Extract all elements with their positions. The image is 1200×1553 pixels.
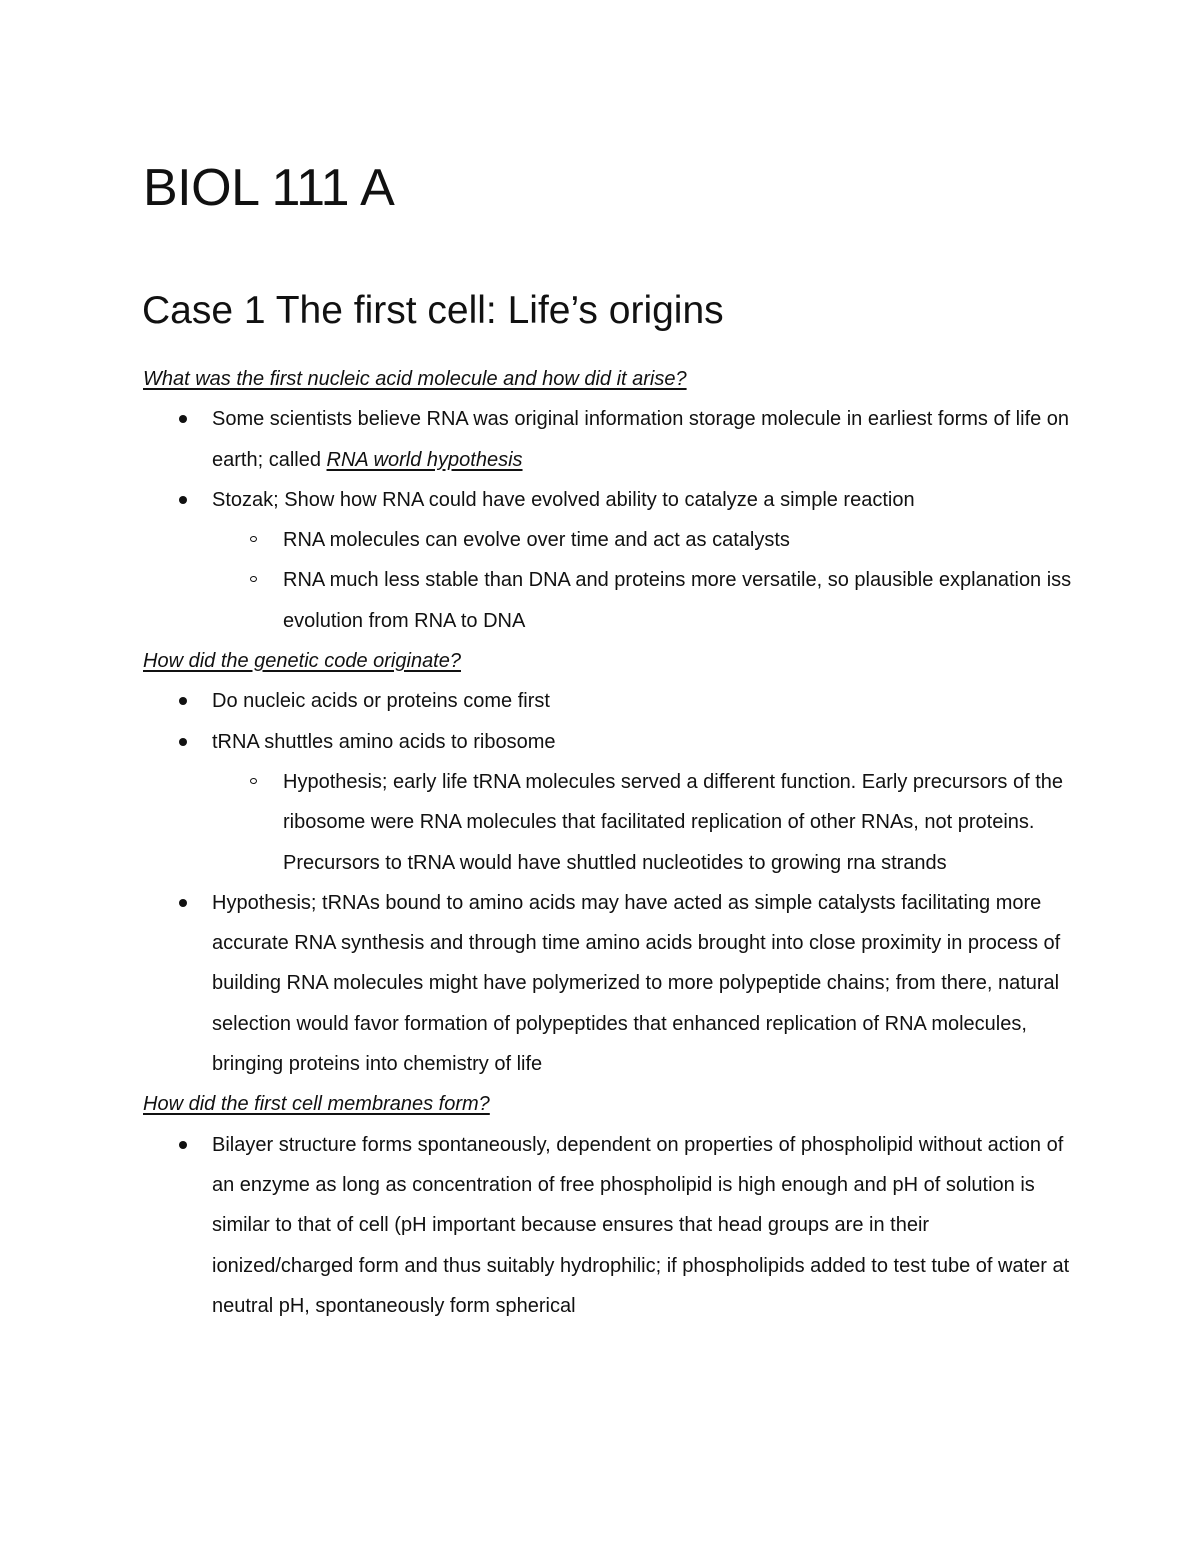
bullet-circle-icon (250, 536, 257, 542)
rna-world-term: RNA world hypothesis (326, 448, 523, 471)
bullet-item (143, 1125, 1073, 1326)
sub-bullet-item (143, 762, 1073, 883)
bullet-item (143, 399, 1073, 480)
bullet-circle-icon (250, 576, 257, 582)
bullet-text: Hypothesis; tRNAs bound to amino acids may have acted as simple catalysts facilitating more accurate RNA synthesis and through time amino acids brought into close proximity in process of building RNA molecules might have polymerized to more polypeptide chains; from there, natural selection would favor formation of polypeptides that enhanced replication of RNA molecules, bringing proteins into chemistry of life (212, 891, 1061, 1076)
bullet-text: Do nucleic acids or proteins come first (212, 690, 550, 713)
sub-bullet-item (143, 560, 1073, 641)
question-rna-origin: What was the first nucleic acid molecule and how did it arise? (143, 368, 687, 390)
bullet-item (143, 681, 1073, 721)
bullet-dot-icon (179, 1141, 187, 1149)
document-body (143, 359, 1073, 1326)
case-heading: Case 1 The first cell: Life’s origins (142, 289, 724, 332)
bullet-text: Bilayer structure forms spontaneously, dependent on properties of phospholipid without action of an enzyme as long as concentration of free phospholipid is high enough and pH of solution is similar to that of cell (pH important because ensures that head groups are in their ionized/charged form and thus suitably hydrophilic; if phospholipids added to test tube of water at neutral pH, spontaneously form spherical (212, 1133, 1070, 1317)
sub-bullet-text: Hypothesis; early life tRNA molecules served a different function. Early precursors of the ribosome were RNA molecules that facilitated replication of other RNAs, not proteins. Precursors to tRNA would have shuttled nucleotides to growing rna strands (283, 770, 1063, 874)
bullet-item (143, 722, 1073, 762)
bullet-dot-icon (179, 899, 187, 907)
bullet-circle-icon (250, 778, 257, 784)
bullet-item (143, 883, 1073, 1084)
document-title: BIOL 111 A (143, 159, 395, 217)
bullet-dot-icon (179, 738, 187, 746)
sub-bullet-text: RNA molecules can evolve over time and act as catalysts (283, 529, 790, 552)
bullet-text: tRNA shuttles amino acids to ribosome (212, 730, 556, 753)
sub-bullet-text: RNA much less stable than DNA and proteins more versatile, so plausible explanation iss evolution from RNA to DNA (283, 569, 1072, 632)
bullet-dot-icon (179, 697, 187, 705)
question-genetic-code: How did the genetic code originate? (143, 650, 461, 673)
sub-bullet-item (143, 520, 1073, 560)
bullet-item (143, 480, 1073, 520)
bullet-dot-icon (179, 496, 187, 504)
bullet-text: Stozak; Show how RNA could have evolved ability to catalyze a simple reaction (212, 488, 915, 511)
bullet-dot-icon (179, 415, 187, 423)
bullet-text: Some scientists believe RNA was original information storage molecule in earliest forms of life on earth; called (212, 408, 1070, 471)
question-cell-membranes: How did the first cell membranes form? (143, 1093, 490, 1116)
